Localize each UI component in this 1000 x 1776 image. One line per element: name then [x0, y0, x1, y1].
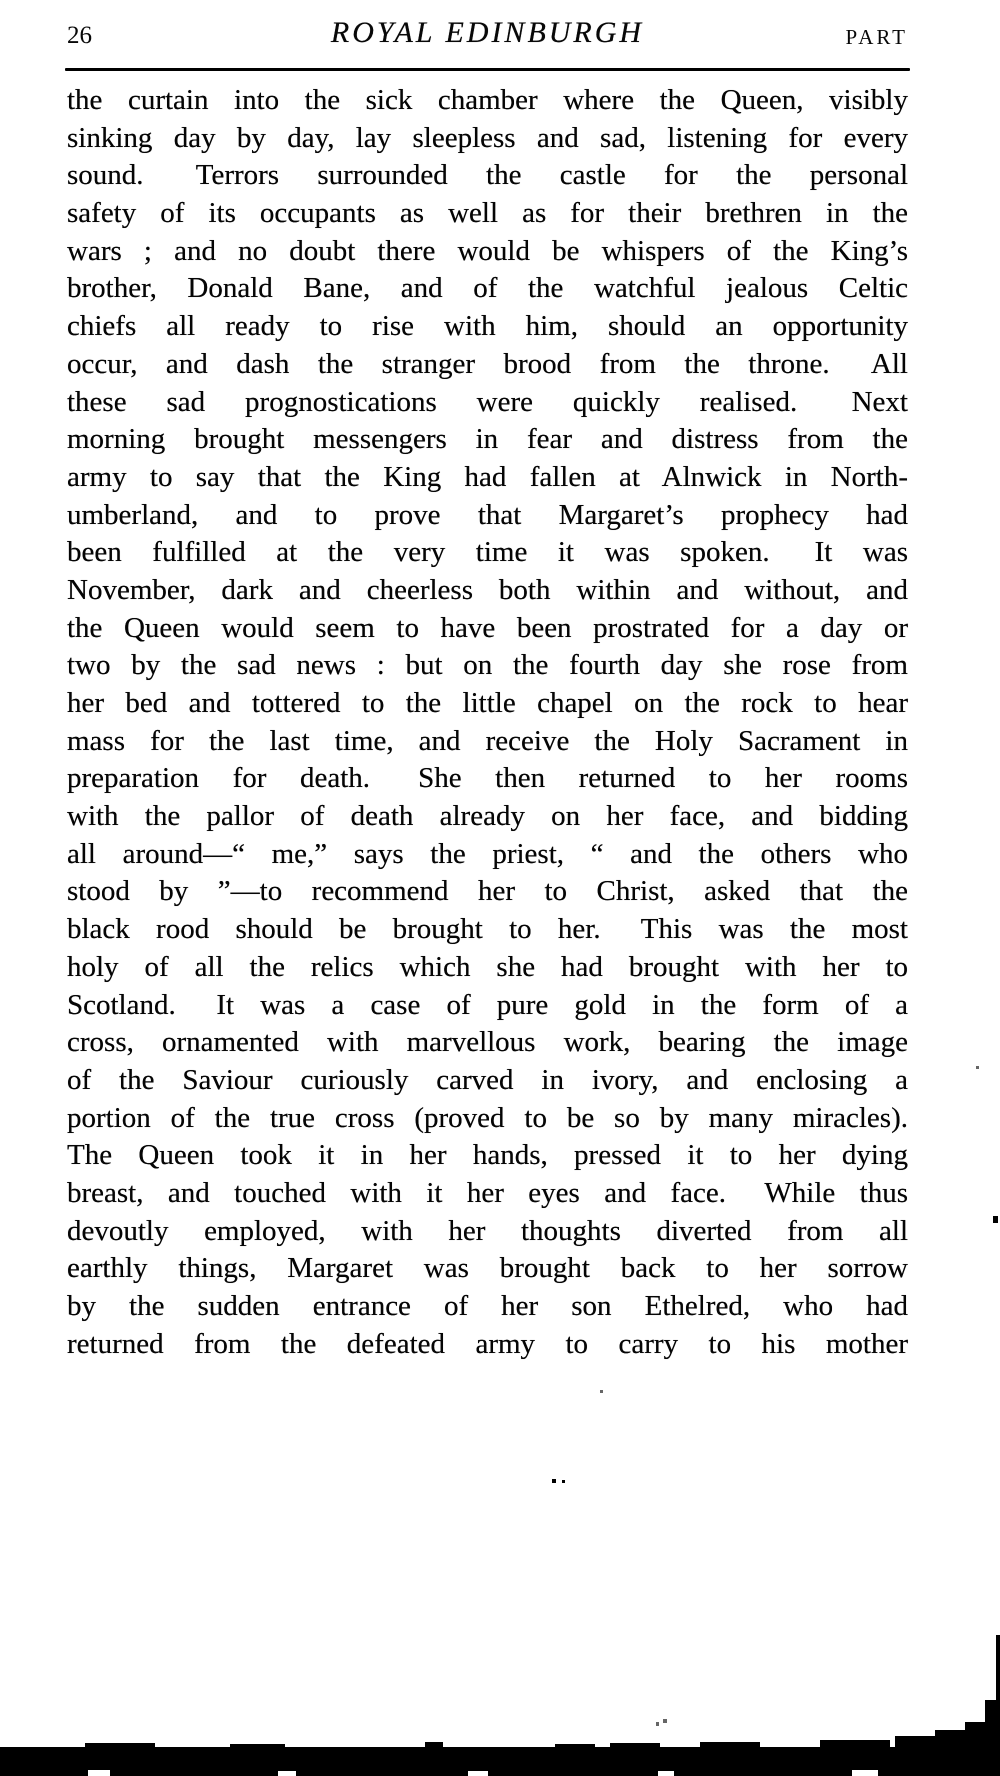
text-line: the curtain into the sick chamber where the Queen, visibly [67, 84, 908, 116]
scan-speck [656, 1722, 659, 1726]
scan-tick [820, 1740, 890, 1747]
text-line: black rood should be brought to her. This was the most [67, 913, 908, 946]
scan-notch [658, 1771, 674, 1776]
scan-artifact-bottom-bar [0, 1747, 1000, 1776]
text-line: occur, and dash the stranger brood from the throne. All [67, 347, 908, 380]
text-line: stood by ”—to recommend her to Christ, asked that the [67, 875, 908, 908]
text-line: mass for the last time, and receive the Holy Sacrament in [67, 724, 908, 757]
text-line: her bed and tottered to the little chapel on the rock to hear [67, 687, 908, 719]
text-line: sound. Terrors surrounded the castle for the personal [67, 159, 908, 192]
text-line: the Queen would seem to have been prostrated for a day or [67, 611, 908, 644]
book-title: ROYAL EDINBURGH [330, 16, 645, 49]
text-line: sinking day by day, lay sleepless and sad, listening for every [67, 121, 908, 154]
scan-tick [935, 1730, 965, 1747]
text-line: by the sudden entrance of her son Ethelred, who had [67, 1290, 908, 1322]
text-line: preparation for death. She then returned to her rooms [67, 762, 908, 795]
scan-notch [88, 1770, 110, 1776]
text-line: The Queen took it in her hands, pressed it to her dying [67, 1139, 908, 1172]
text-line: returned from the defeated army to carry to his mother [67, 1327, 908, 1360]
text-line: all around—“ me,” says the priest, “ and the others who [67, 837, 908, 870]
scan-notch [852, 1770, 878, 1776]
text-line: earthly things, Margaret was brought back to her sorrow [67, 1252, 908, 1285]
text-line: army to say that the King had fallen at Alnwick in North- [67, 460, 908, 493]
scan-speck [562, 1480, 565, 1483]
body-text [67, 82, 908, 1363]
section-label: PART [845, 25, 908, 49]
text-line: of the Saviour curiously carved in ivory, and enclosing a [67, 1063, 908, 1096]
scan-speck [976, 1066, 979, 1069]
header-rule [65, 68, 910, 71]
text-line: been fulfilled at the very time it was spoken. It was [67, 536, 908, 569]
text-line: portion of the true cross (proved to be so by many miracles). [67, 1101, 908, 1134]
text-line: chiefs all ready to rise with him, should an opportunity [67, 310, 908, 343]
scan-speck [993, 1216, 998, 1223]
scan-tick [965, 1722, 985, 1747]
scan-notch [468, 1771, 488, 1776]
text-line: these sad prognostications were quickly realised. Next [67, 385, 908, 418]
text-line: devoutly employed, with her thoughts diverted from all [67, 1214, 908, 1247]
text-line: with the pallor of death already on her face, and bidding [67, 800, 908, 833]
text-line: morning brought messengers in fear and distress from the [67, 423, 908, 456]
page-number: 26 [67, 22, 92, 49]
text-line: holy of all the relics which she had brought with her to [67, 950, 908, 983]
text-line: November, dark and cheerless both within and without, and [67, 573, 908, 606]
scan-tick [895, 1736, 935, 1747]
running-head [67, 16, 908, 56]
text-line: two by the sad news : but on the fourth day she rose from [67, 649, 908, 682]
text-line: umberland, and to prove that Margaret’s prophecy had [67, 498, 908, 531]
text-line: wars ; and no doubt there would be whispers of the King’s [67, 234, 908, 267]
scan-tick [996, 1635, 1000, 1747]
text-line: brother, Donald Bane, and of the watchful jealous Celtic [67, 272, 908, 305]
text-line: breast, and touched with it her eyes and face. While thus [67, 1176, 908, 1209]
scan-speck [552, 1479, 556, 1483]
scan-speck [600, 1390, 603, 1393]
text-line: cross, ornamented with marvellous work, bearing the image [67, 1026, 908, 1059]
scan-speck [663, 1719, 667, 1723]
scan-notch [278, 1771, 296, 1776]
text-line: Scotland. It was a case of pure gold in the form of a [67, 988, 908, 1021]
text-line: safety of its occupants as well as for their brethren in the [67, 197, 908, 230]
